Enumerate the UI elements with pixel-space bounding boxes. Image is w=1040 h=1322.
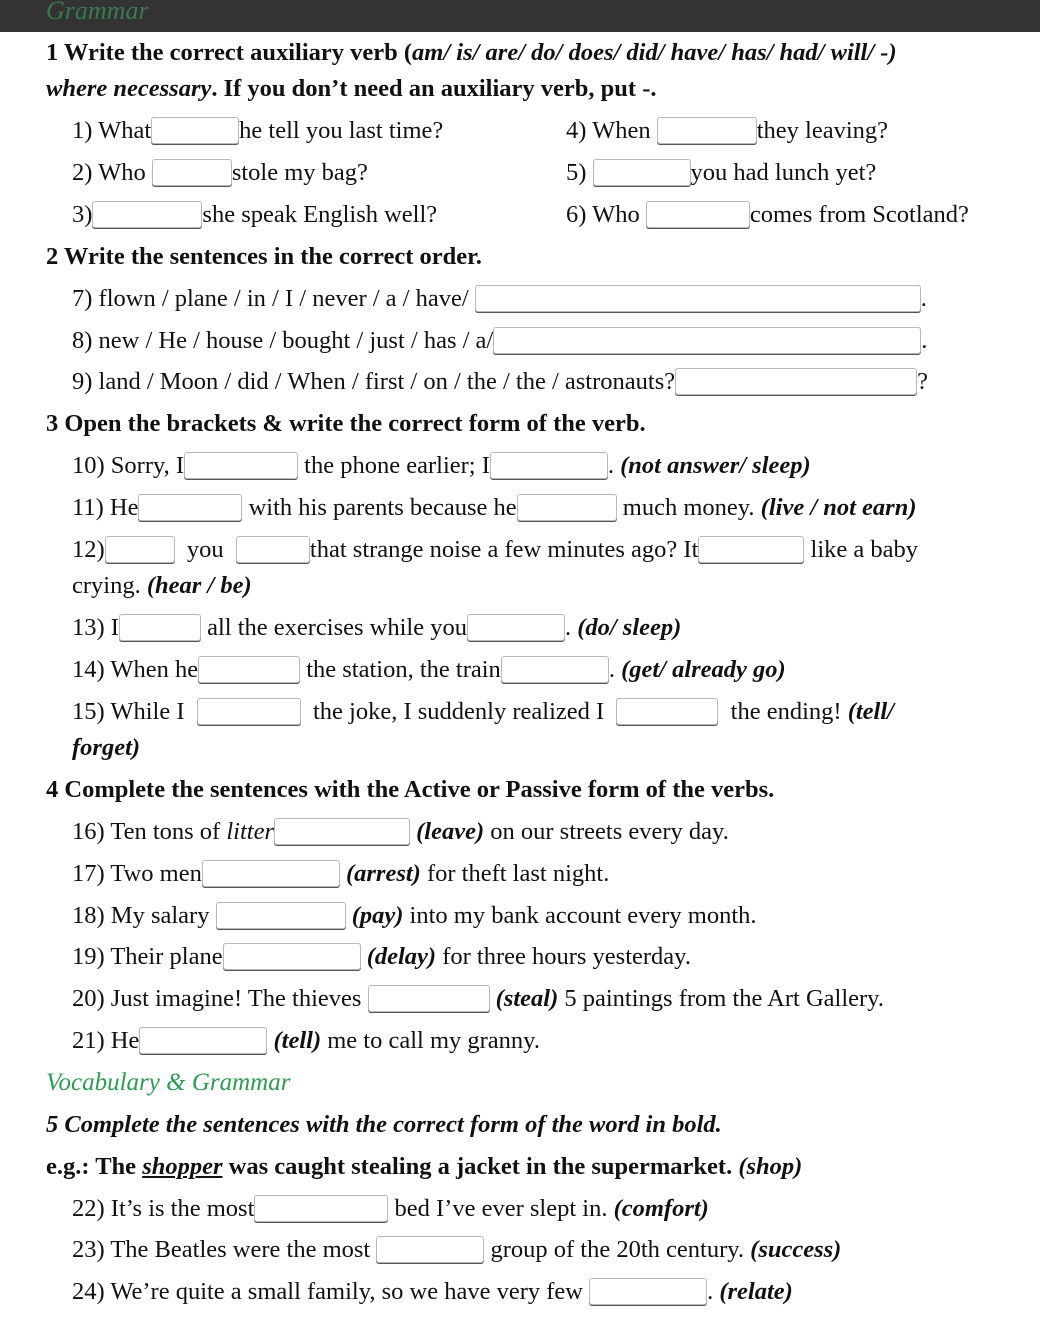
question-9: 9) land / Moon / did / When / first / on / the / the / astronauts? ? (72, 368, 928, 395)
answer-box-13b[interactable] (467, 614, 565, 641)
section-title-vocabulary: Vocabulary & Grammar (46, 1069, 291, 1096)
answer-box-2[interactable] (152, 159, 232, 186)
question-24: 24) We’re quite a small family, so we have very few . (relate) (72, 1278, 793, 1305)
question-15: 15) While I the joke, I suddenly realized I the ending! (tell/ (72, 698, 894, 725)
answer-box-12b[interactable] (236, 536, 310, 563)
question-5: 5) you had lunch yet? (566, 159, 877, 186)
answer-box-19[interactable] (223, 943, 361, 970)
question-18: 18) My salary (pay) into my bank account every month. (72, 902, 757, 929)
question-23: 23) The Beatles were the most group of the 20th century. (success) (72, 1236, 842, 1263)
answer-box-14a[interactable] (198, 656, 300, 683)
question-12: 12) you that strange noise a few minutes ago? It like a baby (72, 536, 919, 563)
answer-box-12a[interactable] (105, 536, 175, 563)
answer-box-24[interactable] (589, 1278, 707, 1305)
question-11: 11) He with his parents because he much money. (live / not earn) (72, 494, 917, 521)
answer-box-13a[interactable] (119, 614, 201, 641)
answer-box-3[interactable] (92, 201, 202, 228)
answer-box-8[interactable] (493, 327, 921, 354)
question-12-line2: crying. (hear / be) (72, 572, 252, 599)
answer-box-5[interactable] (593, 159, 691, 186)
answer-box-12c[interactable] (698, 536, 804, 563)
answer-box-11b[interactable] (517, 494, 617, 521)
question-17: 17) Two men (arrest) for theft last night. (72, 860, 610, 887)
question-4: 4) When they leaving? (566, 117, 889, 144)
question-7: 7) flown / plane / in / I / never / a / have/ . (72, 285, 927, 312)
answer-box-20[interactable] (368, 985, 490, 1012)
question-6: 6) Who comes from Scotland? (566, 201, 969, 228)
question-20: 20) Just imagine! The thieves (steal) 5 paintings from the Art Gallery. (72, 985, 884, 1012)
question-21: 21) He (tell) me to call my granny. (72, 1027, 540, 1054)
question-22: 22) It’s is the most bed I’ve ever slept in. (comfort) (72, 1195, 709, 1222)
answer-box-9[interactable] (675, 368, 917, 395)
answer-box-10b[interactable] (490, 452, 608, 479)
question-1: 1) What he tell you last time? (72, 117, 444, 144)
answer-box-11a[interactable] (138, 494, 242, 521)
exercise-2-heading: 2 Write the sentences in the correct order. (46, 243, 482, 270)
answer-box-22[interactable] (254, 1195, 388, 1222)
answer-box-7[interactable] (475, 285, 921, 312)
question-16: 16) Ten tons of litter (leave) on our streets every day. (72, 818, 729, 845)
answer-box-17[interactable] (202, 860, 340, 887)
question-14: 14) When he the station, the train . (get/ already go) (72, 656, 786, 683)
question-19: 19) Their plane (delay) for three hours yesterday. (72, 943, 691, 970)
question-2: 2) Who stole my bag? (72, 159, 368, 186)
exercise-1-heading-line2: where necessary. If you don’t need an auxiliary verb, put -. (46, 75, 657, 102)
exercise-1-heading: 1 Write the correct auxiliary verb (am/ is/ are/ do/ does/ did/ have/ has/ had/ will/ -) (46, 39, 897, 66)
answer-box-18[interactable] (216, 902, 346, 929)
exercise-4-heading: 4 Complete the sentences with the Active or Passive form of the verbs. (46, 776, 775, 803)
question-10: 10) Sorry, I the phone earlier; I . (not answer/ sleep) (72, 452, 811, 479)
answer-box-14b[interactable] (501, 656, 609, 683)
answer-box-21[interactable] (139, 1027, 267, 1054)
answer-box-23[interactable] (376, 1236, 484, 1263)
example-sentence: e.g.: The shopper was caught stealing a jacket in the supermarket. (shop) (46, 1153, 803, 1180)
exercise-3-heading: 3 Open the brackets & write the correct form of the verb. (46, 410, 646, 437)
top-bar (0, 0, 1040, 32)
answer-box-4[interactable] (657, 117, 757, 144)
answer-box-6[interactable] (646, 201, 750, 228)
answer-box-15a[interactable] (197, 698, 301, 725)
answer-box-15b[interactable] (616, 698, 718, 725)
question-8: 8) new / He / house / bought / just / has / a/ . (72, 327, 928, 354)
question-13: 13) I all the exercises while you . (do/ sleep) (72, 614, 682, 641)
answer-box-16[interactable] (274, 818, 410, 845)
answer-box-1[interactable] (151, 117, 239, 144)
answer-box-10a[interactable] (184, 452, 298, 479)
question-15-hint-line2: forget) (72, 734, 141, 761)
section-title-grammar: Grammar (46, 0, 149, 25)
question-3: 3) she speak English well? (72, 201, 438, 228)
exercise-5-heading: 5 Complete the sentences with the correct form of the word in bold. (46, 1111, 722, 1138)
